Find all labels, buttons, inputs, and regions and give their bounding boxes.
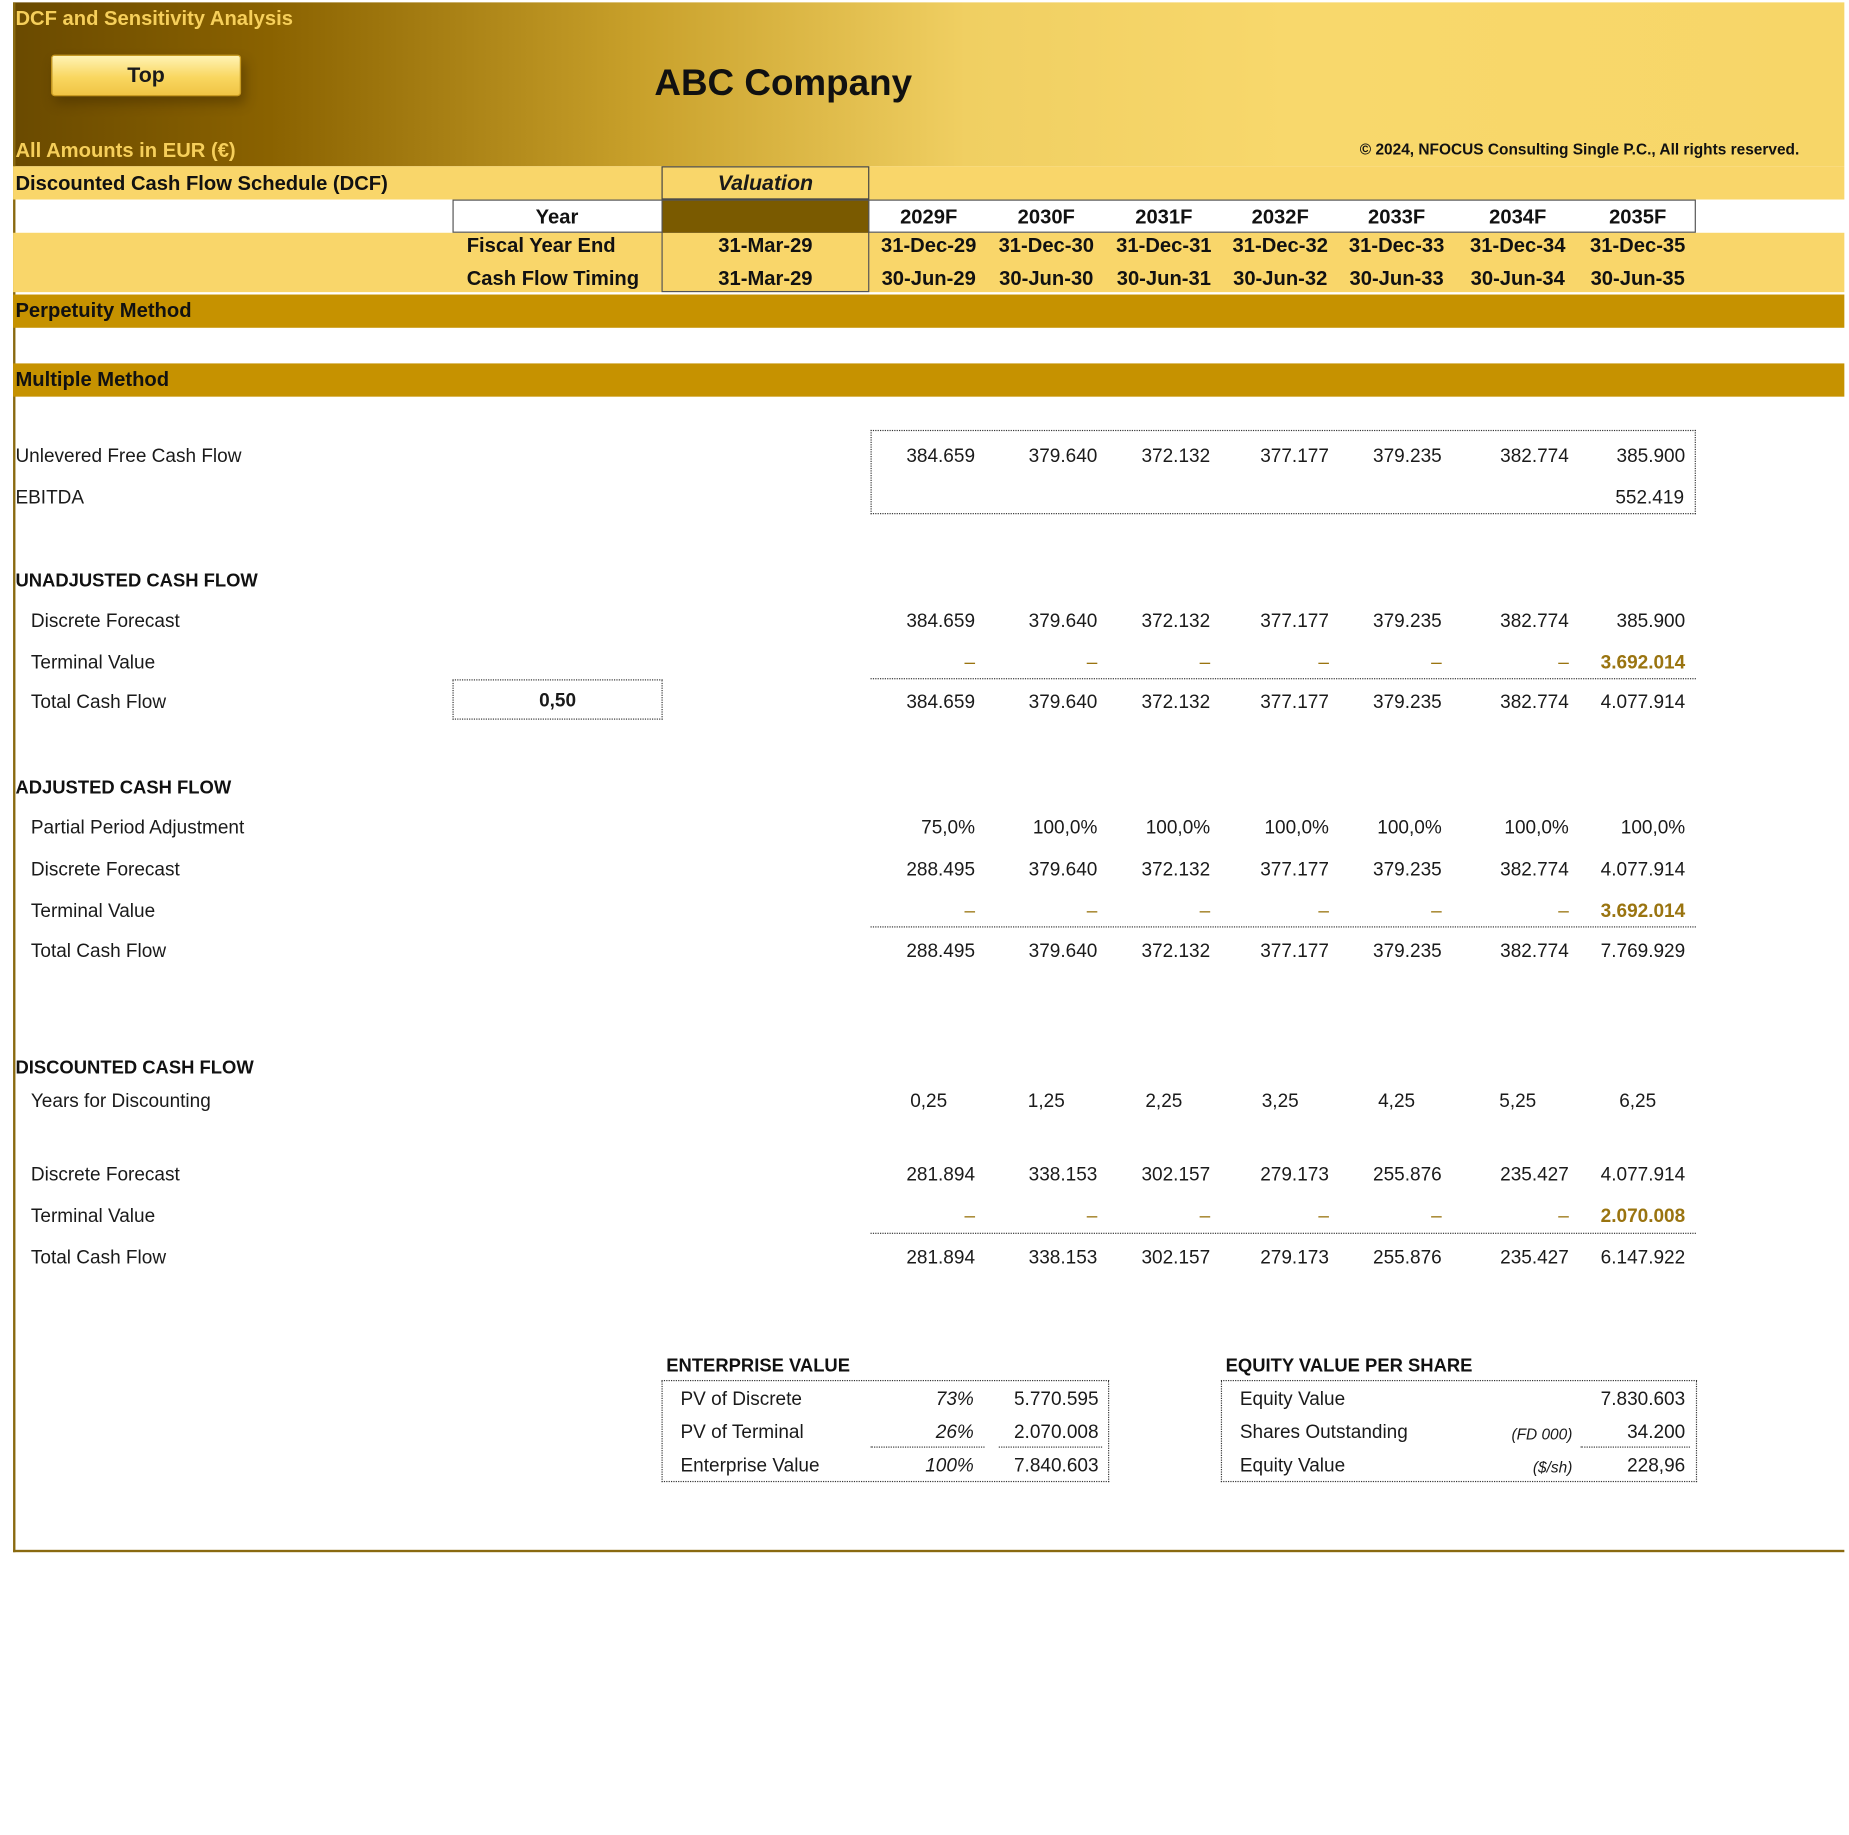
- adj-partial-cell: 100,0%: [1264, 818, 1329, 839]
- disc-total-cell: 302.157: [1141, 1248, 1211, 1269]
- adj-partial-cell: 100,0%: [1620, 818, 1686, 839]
- fiscal-year-end-cell: 31-Dec-34: [1470, 233, 1566, 257]
- sheet-title: DCF and Sensitivity Analysis: [15, 7, 293, 30]
- year-header: 2035F: [1609, 205, 1667, 229]
- adj-terminal-cell: –: [1086, 901, 1098, 922]
- ebitda-label: EBITDA: [15, 488, 85, 509]
- fiscal-year-end-cell: 31-Dec-30: [998, 233, 1094, 257]
- adj-partial-label: Partial Period Adjustment: [30, 818, 245, 839]
- ufcf-cell: 382.774: [1500, 446, 1569, 467]
- ev-value-divider: [999, 1446, 1102, 1447]
- adj-discrete-cell: 288.495: [906, 859, 976, 881]
- eq-row-value: 7.830.603: [1600, 1389, 1686, 1410]
- disc-years-cell: 4,25: [1378, 1091, 1416, 1112]
- adj-terminal-cell: –: [1199, 901, 1211, 922]
- ufcf-cell: 384.659: [906, 446, 976, 467]
- unadj-terminal-cell: –: [1558, 653, 1569, 674]
- eq-row-unit: ($/sh): [1532, 1458, 1573, 1477]
- disc-years-cell: 3,25: [1261, 1091, 1299, 1112]
- year-label: Year: [535, 205, 579, 229]
- disc-total-cell: 279.173: [1260, 1248, 1329, 1269]
- company-name: ABC Company: [654, 61, 913, 104]
- eq-row-unit: (FD 000): [1511, 1425, 1573, 1443]
- disc-terminal-cell: 2.070.008: [1600, 1206, 1686, 1227]
- schedule-title: Discounted Cash Flow Schedule (DCF): [15, 172, 388, 195]
- disc-years-cell: 2,25: [1145, 1091, 1183, 1112]
- ev-row-label: PV of Discrete: [680, 1389, 802, 1410]
- valuation-fye: 31-Mar-29: [718, 233, 813, 257]
- copyright-notice: © 2024, NFOCUS Consulting Single P.C., All rights reserved.: [1359, 140, 1800, 158]
- adj-terminal-cell: –: [964, 901, 976, 922]
- disc-discrete-cell: 338.153: [1028, 1165, 1098, 1186]
- adj-partial-cell: 100,0%: [1145, 818, 1211, 839]
- disc-discrete-cell: 302.157: [1141, 1165, 1211, 1186]
- adj-discrete-cell: 4.077.914: [1600, 859, 1686, 881]
- ev-row-value: 2.070.008: [1013, 1422, 1099, 1443]
- adj-total-cell: 379.640: [1028, 941, 1098, 962]
- unadj-terminal-cell: –: [1199, 653, 1211, 674]
- valuation-timing: 31-Mar-29: [718, 267, 813, 290]
- disc-years-cell: 0,25: [910, 1091, 948, 1112]
- disc-terminal-cell: –: [1199, 1206, 1211, 1227]
- fiscal-year-end-cell: 31-Dec-31: [1116, 233, 1212, 257]
- cash-flow-timing-cell: 30-Jun-33: [1349, 267, 1444, 290]
- cash-flow-timing-cell: 30-Jun-34: [1470, 267, 1565, 290]
- cash-flow-timing-cell: 30-Jun-30: [999, 267, 1094, 290]
- perpetuity-band: [13, 295, 1844, 328]
- adj-terminal-cell: –: [1318, 901, 1329, 922]
- ev-row-pct: 26%: [935, 1422, 974, 1443]
- cash-flow-timing-cell: 30-Jun-31: [1116, 267, 1211, 290]
- eq-row-value: 228,96: [1627, 1455, 1686, 1477]
- unadjusted-title: UNADJUSTED CASH FLOW: [15, 571, 258, 592]
- disc-total-cell: 6.147.922: [1600, 1248, 1686, 1269]
- disc-discrete-cell: 235.427: [1500, 1165, 1569, 1186]
- cash-flow-timing-cell: 30-Jun-29: [881, 267, 976, 290]
- ev-row-pct: 73%: [935, 1389, 974, 1410]
- eq-row-label: Equity Value: [1239, 1389, 1346, 1410]
- ev-row-label: Enterprise Value: [680, 1455, 820, 1477]
- disc-total-label: Total Cash Flow: [30, 1248, 167, 1269]
- disc-discrete-label: Discrete Forecast: [30, 1165, 180, 1186]
- ufcf-cell: 372.132: [1141, 446, 1211, 467]
- unadj-discrete-cell: 379.235: [1373, 611, 1442, 632]
- cash-flow-timing-label: Cash Flow Timing: [466, 267, 640, 290]
- unadj-total-cell: 377.177: [1260, 692, 1329, 713]
- adj-total-cell: 382.774: [1500, 941, 1569, 962]
- amounts-note: All Amounts in EUR (€): [15, 138, 236, 162]
- adj-discrete-cell: 379.235: [1373, 859, 1442, 881]
- multiple-band: [13, 363, 1844, 396]
- disc-terminal-cell: –: [964, 1206, 976, 1227]
- unadj-discrete-cell: 379.640: [1028, 611, 1098, 632]
- disc-years-cell: 1,25: [1027, 1091, 1065, 1112]
- disc-discrete-cell: 281.894: [906, 1165, 976, 1186]
- eq-title: EQUITY VALUE PER SHARE: [1225, 1356, 1473, 1377]
- adj-total-cell: 372.132: [1141, 941, 1211, 962]
- disc-years-cell: 5,25: [1499, 1091, 1537, 1112]
- adj-terminal-cell: –: [1431, 901, 1442, 922]
- unadj-total-cell: 4.077.914: [1600, 692, 1686, 713]
- perpetuity-method-title: Perpetuity Method: [15, 299, 192, 322]
- unadj-discrete-cell: 384.659: [906, 611, 976, 632]
- unadj-divider: [871, 678, 1696, 679]
- adj-partial-cell: 100,0%: [1504, 818, 1569, 839]
- disc-years-label: Years for Discounting: [30, 1091, 211, 1112]
- unadj-discrete-cell: 372.132: [1141, 611, 1211, 632]
- year-header: 2030F: [1017, 205, 1075, 229]
- cash-flow-timing-cell: 30-Jun-35: [1590, 267, 1685, 290]
- disc-terminal-cell: –: [1086, 1206, 1098, 1227]
- ev-row-value: 5.770.595: [1013, 1389, 1099, 1410]
- disc-years-cell: 6,25: [1619, 1091, 1657, 1112]
- disc-total-cell: 235.427: [1500, 1248, 1569, 1269]
- disc-terminal-cell: –: [1318, 1206, 1329, 1227]
- unadj-discrete-label: Discrete Forecast: [30, 611, 180, 632]
- eq-row-label: Shares Outstanding: [1239, 1422, 1408, 1443]
- unadj-terminal-cell: 3.692.014: [1600, 653, 1686, 674]
- adj-partial-cell: 100,0%: [1032, 818, 1098, 839]
- unadj-terminal-cell: –: [1318, 653, 1329, 674]
- unadj-terminal-label: Terminal Value: [30, 653, 156, 674]
- adj-discrete-cell: 382.774: [1500, 859, 1569, 881]
- ufcf-label: Unlevered Free Cash Flow: [15, 446, 242, 467]
- adjusted-title: ADJUSTED CASH FLOW: [15, 777, 232, 799]
- mid-year-factor: 0,50: [539, 691, 577, 712]
- fiscal-year-end-cell: 31-Dec-35: [1589, 233, 1686, 257]
- ev-row-label: PV of Terminal: [680, 1422, 804, 1443]
- adj-terminal-label: Terminal Value: [30, 901, 156, 922]
- ev-title: ENTERPRISE VALUE: [666, 1356, 851, 1377]
- adj-total-cell: 377.177: [1260, 941, 1329, 962]
- adj-total-cell: 379.235: [1373, 941, 1442, 962]
- disc-discrete-cell: 255.876: [1373, 1165, 1442, 1186]
- eq-row-value: 34.200: [1627, 1422, 1686, 1443]
- disc-discrete-cell: 4.077.914: [1600, 1165, 1686, 1186]
- unadj-discrete-cell: 377.177: [1260, 611, 1329, 632]
- adj-partial-cell: 75,0%: [921, 818, 976, 839]
- disc-terminal-cell: –: [1431, 1206, 1442, 1227]
- unadj-discrete-cell: 382.774: [1500, 611, 1569, 632]
- ufcf-cell: 377.177: [1260, 446, 1329, 467]
- eq-value-divider: [1581, 1446, 1690, 1447]
- adj-discrete-cell: 372.132: [1141, 859, 1211, 881]
- unadj-total-cell: 384.659: [906, 692, 976, 713]
- unadj-terminal-cell: –: [1431, 653, 1442, 674]
- year-header: 2029F: [900, 205, 958, 229]
- ev-row-value: 7.840.603: [1013, 1455, 1099, 1477]
- year-header: 2033F: [1367, 205, 1426, 229]
- valuation-header: Valuation: [661, 166, 869, 199]
- unadj-total-label: Total Cash Flow: [30, 692, 167, 713]
- year-header: 2031F: [1135, 205, 1193, 229]
- disc-total-cell: 338.153: [1028, 1248, 1098, 1269]
- year-header: 2034F: [1489, 205, 1547, 229]
- disc-total-cell: 281.894: [906, 1248, 976, 1269]
- adj-total-cell: 7.769.929: [1600, 941, 1686, 962]
- ufcf-cell: 385.900: [1616, 446, 1686, 467]
- unadj-terminal-cell: –: [1086, 653, 1098, 674]
- multiple-method-title: Multiple Method: [15, 368, 170, 391]
- disc-terminal-label: Terminal Value: [30, 1206, 156, 1227]
- disc-terminal-cell: –: [1558, 1206, 1569, 1227]
- ev-row-pct: 100%: [925, 1455, 974, 1477]
- fiscal-year-end-cell: 31-Dec-32: [1232, 233, 1328, 257]
- unadj-total-cell: 382.774: [1500, 692, 1569, 713]
- adj-total-cell: 288.495: [906, 941, 976, 962]
- fiscal-year-end-cell: 31-Dec-33: [1348, 233, 1445, 257]
- adj-total-label: Total Cash Flow: [30, 941, 167, 962]
- adj-discrete-label: Discrete Forecast: [30, 859, 180, 881]
- unadj-total-cell: 379.235: [1373, 692, 1442, 713]
- ufcf-cell: 379.640: [1028, 446, 1098, 467]
- ufcf-cell: 379.235: [1373, 446, 1442, 467]
- adj-terminal-cell: 3.692.014: [1600, 901, 1686, 922]
- ev-pct-divider: [871, 1446, 985, 1447]
- unadj-total-cell: 379.640: [1028, 692, 1098, 713]
- discounted-title: DISCOUNTED CASH FLOW: [15, 1058, 254, 1079]
- fiscal-year-end-cell: 31-Dec-29: [880, 233, 977, 257]
- adj-discrete-cell: 377.177: [1260, 859, 1329, 881]
- eq-row-label: Equity Value: [1239, 1455, 1346, 1477]
- unadj-terminal-cell: –: [964, 653, 976, 674]
- cash-flow-timing-cell: 30-Jun-32: [1233, 267, 1328, 290]
- fiscal-year-end-label: Fiscal Year End: [466, 233, 616, 257]
- ebitda-value: 552.419: [1615, 488, 1685, 509]
- adj-terminal-cell: –: [1558, 901, 1569, 922]
- unadj-total-cell: 372.132: [1141, 692, 1211, 713]
- adj-partial-cell: 100,0%: [1377, 818, 1442, 839]
- year-header: 2032F: [1251, 205, 1309, 229]
- disc-discrete-cell: 279.173: [1260, 1165, 1329, 1186]
- adj-divider: [871, 926, 1696, 927]
- disc-divider: [871, 1233, 1696, 1234]
- top-button[interactable]: Top: [51, 55, 241, 97]
- disc-total-cell: 255.876: [1373, 1248, 1442, 1269]
- adj-discrete-cell: 379.640: [1028, 859, 1098, 881]
- unadj-discrete-cell: 385.900: [1616, 611, 1686, 632]
